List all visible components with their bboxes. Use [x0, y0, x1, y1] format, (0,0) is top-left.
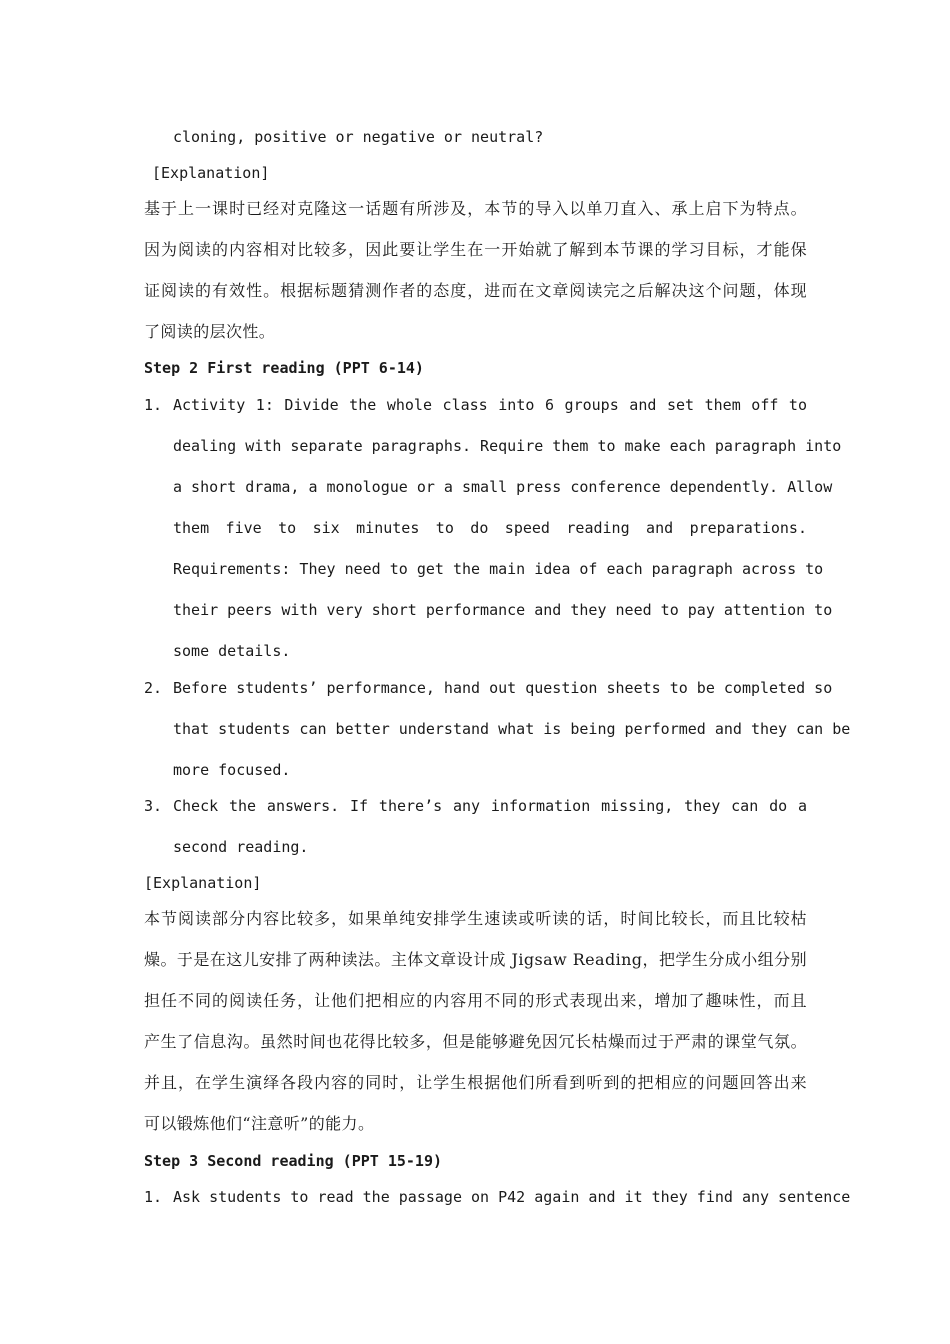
step2-item1-line: a short drama, a monologue or a small press conference dependently. Allow	[173, 478, 833, 496]
explanation-heading-2: [Explanation]	[144, 874, 262, 892]
step2-item1-line: dealing with separate paragraphs. Require them to make each paragraph into	[173, 437, 842, 455]
explanation2-line: 燥。于是在这儿安排了两种读法。主体文章设计成 Jigsaw Reading，把学生分成小组分别	[144, 950, 807, 969]
explanation2-line: 可以锻炼他们“注意听”的能力。	[144, 1114, 375, 1133]
explanation2-line: 并且，在学生演绎各段内容的同时，让学生根据他们所看到听到的把相应的问题回答出来	[144, 1073, 807, 1092]
step2-item1-line: some details.	[173, 642, 291, 660]
list-number: 1.	[144, 1188, 163, 1206]
explanation1-line: 基于上一课时已经对克隆这一话题有所涉及，本节的导入以单刀直入、承上启下为特点。	[144, 199, 807, 218]
explanation1-line: 证阅读的有效性。根据标题猜测作者的态度，进而在文章阅读完之后解决这个问题，体现	[144, 281, 807, 300]
step3-item1-line: Ask students to read the passage on P42 again and it they find any sentence	[173, 1188, 851, 1206]
explanation2-line: 担任不同的阅读任务，让他们把相应的内容用不同的形式表现出来，增加了趣味性，而且	[144, 991, 807, 1010]
step2-item1-line: Requirements: They need to get the main idea of each paragraph across to	[173, 560, 824, 578]
explanation2-line: 产生了信息沟。虽然时间也花得比较多，但是能够避免因冗长枯燥而过于严肃的课堂气氛。	[144, 1032, 807, 1051]
step2-item1-line: them five to six minutes to do speed reading and preparations.	[173, 519, 807, 537]
step2-item1-line: their peers with very short performance and they need to pay attention to	[173, 601, 833, 619]
explanation1-line: 了阅读的层次性。	[144, 322, 276, 341]
step2-item1-line: Activity 1: Divide the whole class into 6 groups and set them off to	[173, 396, 807, 414]
step2-item3-line: second reading.	[173, 838, 309, 856]
step2-item2-line: more focused.	[173, 761, 291, 779]
explanation2-line: 本节阅读部分内容比较多，如果单纯安排学生速读或听读的话，时间比较长，而且比较枯	[144, 909, 807, 928]
intro-tail-text: cloning, positive or negative or neutral?	[173, 128, 544, 146]
step2-item3-line: Check the answers. If there’s any information missing, they can do a	[173, 797, 807, 815]
step3-heading: Step 3 Second reading (PPT 15-19)	[144, 1152, 443, 1170]
list-number: 1.	[144, 396, 163, 414]
list-number: 2.	[144, 679, 163, 697]
step2-item2-line: Before students’ performance, hand out question sheets to be completed so	[173, 679, 833, 697]
step2-heading: Step 2 First reading (PPT 6-14)	[144, 359, 424, 377]
explanation1-line: 因为阅读的内容相对比较多，因此要让学生在一开始就了解到本节课的学习目标，才能保	[144, 240, 807, 259]
explanation-heading-1: [Explanation]	[152, 164, 270, 182]
step2-item2-line: that students can better understand what is being performed and they can be	[173, 720, 851, 738]
list-number: 3.	[144, 797, 163, 815]
